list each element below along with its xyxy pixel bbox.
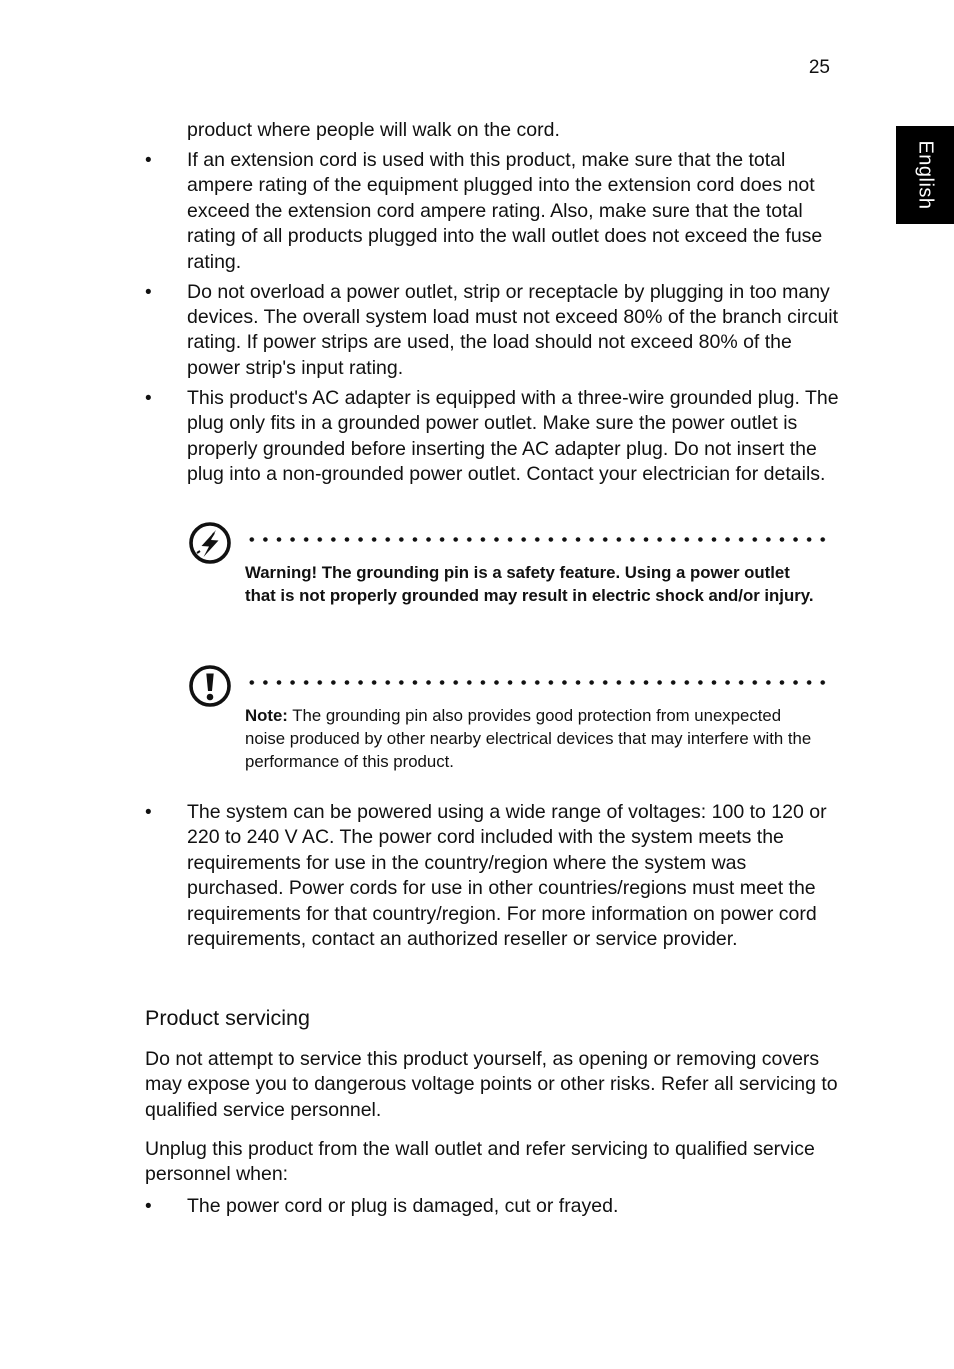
bullet-icon: • (145, 1196, 152, 1217)
list-item (145, 800, 845, 952)
bullet-icon: • (145, 387, 152, 409)
continuation-text: product where people will walk on the cord. (187, 119, 560, 141)
dotted-divider (245, 537, 833, 542)
bullet-icon: • (145, 150, 152, 171)
list-item-text: If an extension cord is used with this product, make sure that the total ampere rating of the equipment plugged into the extension cord does not exceed the extension cord ampere rating. Also, make sure that the total rating of all products plugged into the wall outlet does not exceed the fuse rating. (187, 149, 823, 273)
list-item-text: The system can be powered using a wide range of voltages: 100 to 120 or 220 to 240 V AC. The power cord included with the system meets the requirements for use in the country/region where the system was purchased. Power cords for use in other countries/regions must meet the requirements for that country/region. For more information on power cord requirements, contact an authorized reseller or service provider. (187, 801, 827, 951)
note-text (245, 704, 825, 773)
warning-lightning-icon (188, 521, 232, 565)
bullet-icon: • (145, 281, 152, 303)
page-number: 25 (808, 57, 830, 78)
paragraph: Do not attempt to service this product yourself, as opening or removing covers may expose you to dangerous voltage points or other risks. Refer all servicing to qualified service personnel. (145, 1048, 838, 1121)
note-body: The grounding pin also provides good protection from unexpected noise produced by other nearby electrical devices that may interfere with the performance of this product. (245, 706, 812, 771)
bullet-icon: • (145, 802, 152, 823)
language-tab-label: English (914, 140, 937, 210)
list-item (145, 1194, 845, 1219)
note-exclamation-icon (188, 664, 232, 708)
dotted-divider (245, 680, 833, 685)
section-heading: Product servicing (145, 1006, 310, 1030)
list-item (145, 148, 845, 275)
list-item-text: This product's AC adapter is equipped with a three-wire grounded plug. The plug only fits in a grounded power outlet. Make sure the power outlet is properly grounded before inserting the AC adapter plug. Do not insert the plug into a non-grounded power outlet. Contact your electrician for details. (187, 386, 839, 486)
bullet-list-middle (145, 800, 845, 957)
list-item-text: Do not overload a power outlet, strip or receptacle by plugging in too many devices. The overall system load must not exceed 80% of the branch circuit rating. If power strips are used, the load should not exceed 80% of the power strip's input rating. (187, 280, 839, 379)
list-item (145, 386, 845, 488)
bullet-list-bottom (145, 1194, 845, 1224)
list-item-text: The power cord or plug is damaged, cut or frayed. (187, 1195, 619, 1217)
list-item (145, 280, 845, 382)
paragraph: Unplug this product from the wall outlet and refer servicing to qualified service personnel when: (145, 1138, 815, 1186)
note-label: Note: (245, 706, 288, 725)
bullet-list-top (145, 148, 845, 492)
warning-text: Warning! The grounding pin is a safety feature. Using a power outlet that is not properly grounded may result in electric shock and/or injury. (245, 563, 814, 605)
language-tab (896, 126, 954, 224)
